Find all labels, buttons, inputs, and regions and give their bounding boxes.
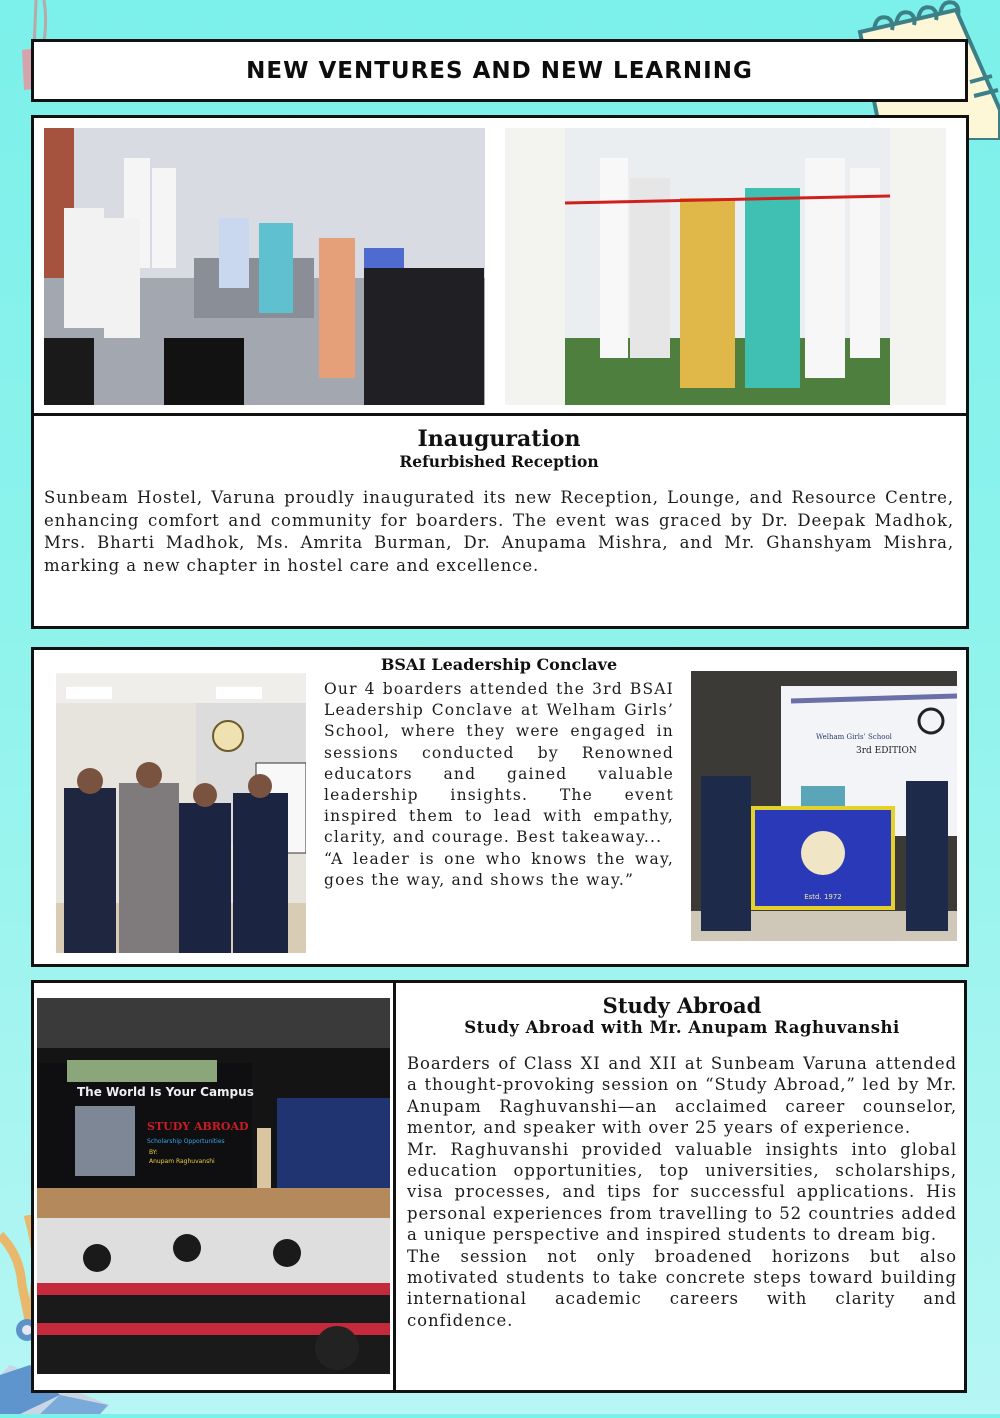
section-title: BSAI Leadership Conclave — [380, 655, 618, 674]
inauguration-photo-ribbon — [505, 128, 946, 405]
leadership-quote: “A leader is one who knows the way, goes the way, and shows the way.” — [324, 849, 674, 889]
paragraph: Boarders of Class XI and XII at Sunbeam Varuna attended a thought-provoking session on “Study Abroad,” led by Mr. Anupam Raghuvanshi—an acclaimed career counselor, mentor, and speaker with over 25 years of experience. — [407, 1054, 957, 1138]
section-title: Inauguration — [417, 426, 581, 452]
bsai-photo-group — [56, 673, 306, 953]
svg-text:3rd EDITION: 3rd EDITION — [856, 746, 917, 756]
section-subtitle: Study Abroad with Mr. Anupam Raghuvanshi — [464, 1018, 900, 1037]
svg-text:Estd. 1972: Estd. 1972 — [804, 893, 842, 901]
page-title: NEW VENTURES AND NEW LEARNING — [246, 57, 753, 84]
inauguration-section — [31, 115, 969, 629]
section-body: Sunbeam Hostel, Varuna proudly inaugurated its new Reception, Lounge, and Resource Centre, enhancing comfort and community for boarders. The event was graced by Dr. Deepak Madhok, Mrs. Bharti Madhok, Ms. Amrita Burman, Dr. Anupama Mishra, and Mr. Ghanshyam Mishra, marking a new chapter in hostel care and excellence. — [44, 488, 954, 575]
paragraph: The session not only broadened horizons but also motivated students to take concrete steps toward building international academic careers with clarity and confidence. — [407, 1246, 957, 1330]
section-body: Our 4 boarders attended the 3rd BSAI Leadership Conclave at Welham Girls’ School, where they were engaged in sessions conducted by Renowned educators and gained valuable leadership insights. The event inspired them to lead with empathy, clarity, and courage. Best takeaway... “A leader is one who knows the way, goes the way, and shows the way.” — [324, 680, 674, 889]
section-subtitle: Refurbished Reception — [399, 452, 599, 471]
svg-text:The World Is Your Campus: The World Is Your Campus — [77, 1085, 254, 1099]
svg-text:STUDY ABROAD: STUDY ABROAD — [147, 1120, 249, 1133]
study-abroad-photo — [37, 998, 390, 1374]
section-divider — [34, 413, 966, 416]
bsai-section — [31, 647, 969, 967]
page-header — [31, 39, 968, 102]
paragraph: Mr. Raghuvanshi provided valuable insights into global education opportunities, top universities, scholarships, visa processes, and tips for successful applications. His personal experiences from travelling to 52 countries added a unique perspective and inspired students to dream big. — [407, 1139, 957, 1245]
svg-text:BY:: BY: — [149, 1149, 158, 1156]
section-body — [407, 1053, 957, 1331]
svg-text:Scholarship Opportunities: Scholarship Opportunities — [147, 1138, 225, 1145]
svg-text:Welham Girls’ School: Welham Girls’ School — [816, 733, 892, 741]
bsai-photo-flag — [691, 671, 957, 941]
svg-text:Anupam Raghuvanshi: Anupam Raghuvanshi — [149, 1158, 215, 1165]
study-abroad-section — [31, 980, 967, 1393]
section-divider — [393, 983, 396, 1390]
section-title: Study Abroad — [602, 993, 762, 1018]
inauguration-photo-lounge — [44, 128, 485, 405]
